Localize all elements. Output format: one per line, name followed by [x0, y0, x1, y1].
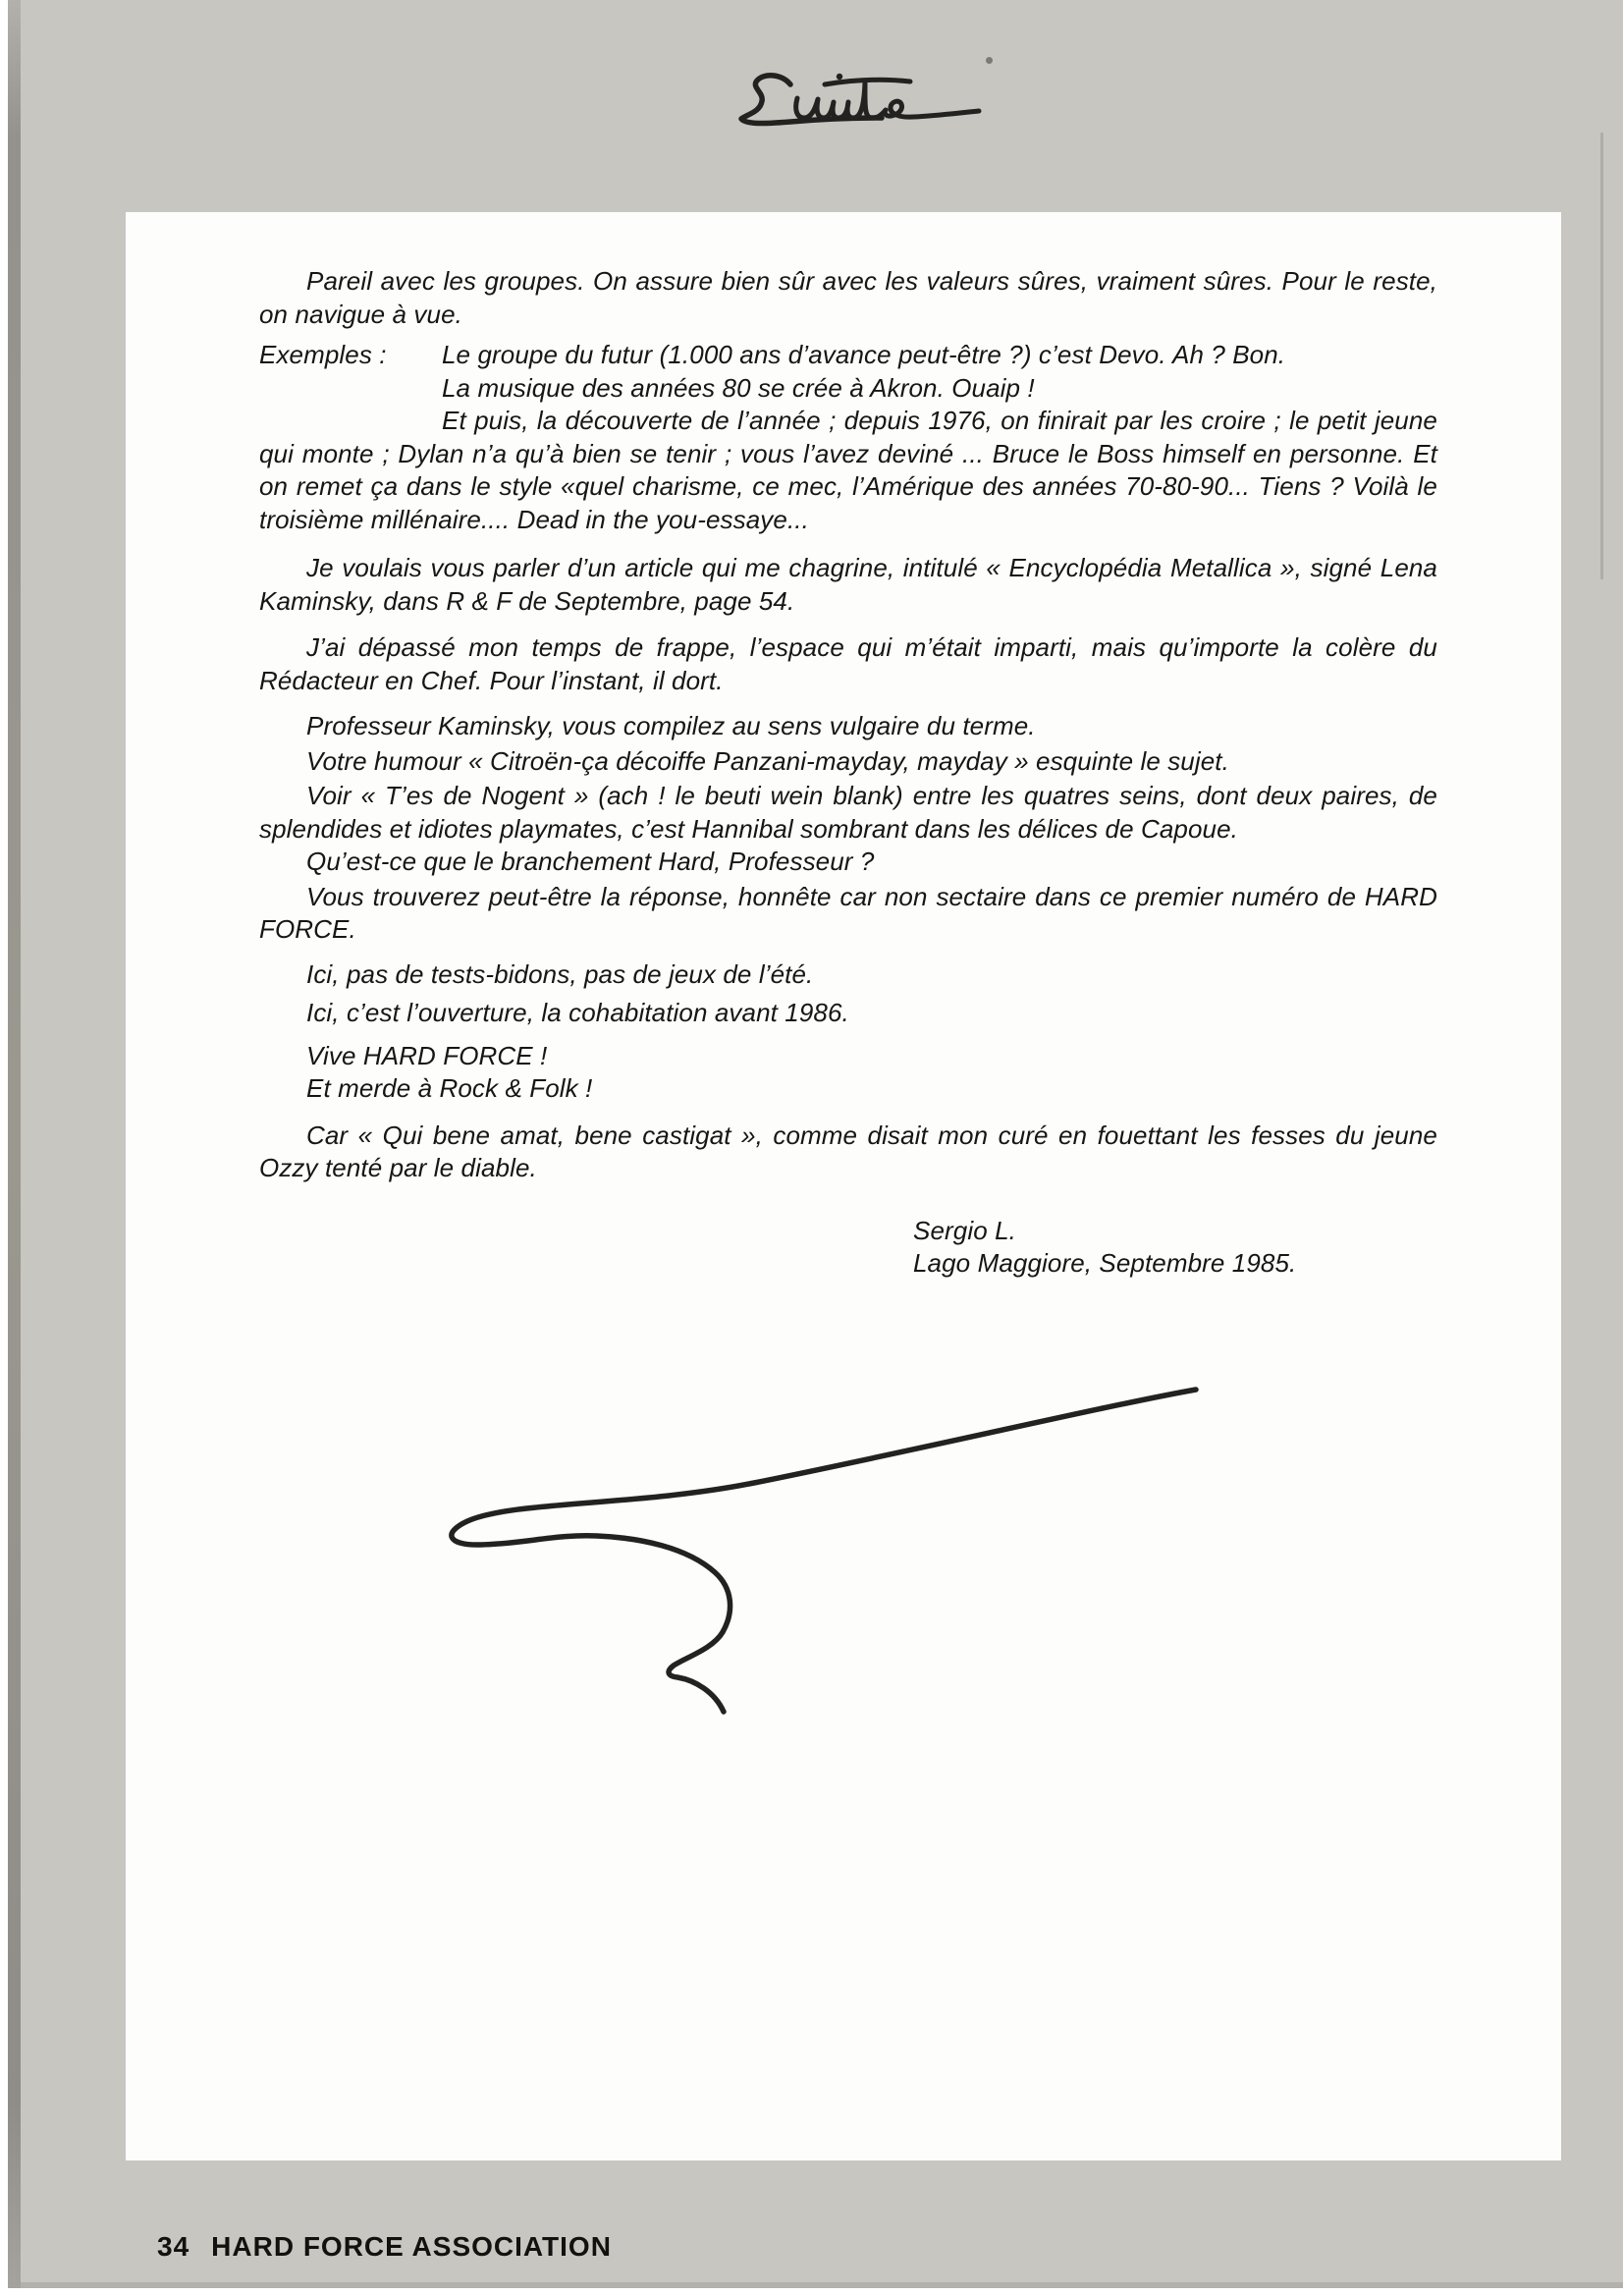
paragraph-decouverte: Et puis, la découverte de l’année ; depuis 1976, on finirait par les croire ; le petit jeune qui monte ; Dylan n’a qu’à bien se tenir ; vous l’avez deviné ... Bruce le Boss himself en personne. Et on remet ça dans le style «quel charisme, ce mec, l’Amérique des années 70-80-90... Tiens ? Voilà le troisième millénaire.... Dead in the you-essaye...	[259, 406, 1437, 534]
exemples-block	[259, 339, 1437, 405]
page-number: 34	[157, 2231, 190, 2262]
paragraph-branchement-hard: Qu’est-ce que le branchement Hard, Professeur ?	[306, 847, 875, 876]
exemple-line-akron: La musique des années 80 se crée à Akron. Ouaip !	[442, 372, 1035, 403]
paragraph-temps-de-frappe: J’ai dépassé mon temps de frappe, l’espace qui m’était imparti, mais qu’importe la colère du Rédacteur en Chef. Pour l’instant, il dort.	[259, 632, 1437, 695]
paragraph-tes-de-nogent: Voir « T’es de Nogent » (ach ! le beuti wein blank) entre les quatres seins, dont deux paires, de splendides et idiotes playmates, c’est Hannibal sombrant dans les délices de Capoue.	[259, 781, 1437, 844]
paragraph-groupes: Pareil avec les groupes. On assure bien sûr avec les valeurs sûres, vraiment sûres. Pour le reste, on navigue à vue.	[259, 266, 1437, 329]
paragraph-tests-bidons: Ici, pas de tests-bidons, pas de jeux de l’été.	[306, 958, 814, 989]
suite-stroke-tbar	[825, 80, 910, 84]
scan-speck	[986, 57, 993, 64]
exemples-label: Exemples :	[259, 340, 387, 369]
signature-stroke	[452, 1390, 1196, 1712]
paragraph-qui-bene-amat: Car « Qui bene amat, bene castigat », comme disait mon curé en fouettant les fesses du jeune Ozzy tenté par le diable.	[259, 1120, 1437, 1182]
article-body	[259, 265, 1437, 1281]
merde-rock-folk-line: Et merde à Rock & Folk !	[306, 1073, 593, 1103]
signoff-place-date: Lago Maggiore, Septembre 1985.	[913, 1248, 1297, 1278]
footer	[157, 2231, 612, 2263]
suite-handwriting	[736, 69, 984, 134]
exemple-line-devo: Le groupe du futur (1.000 ans d’avance peut-être ?) c’est Devo. Ah ? Bon.	[442, 340, 1286, 369]
article-page	[126, 212, 1561, 2160]
exemples-content	[442, 339, 1437, 405]
scan-left-edge-shadow	[8, 0, 21, 2288]
signature-scribble	[420, 1371, 1225, 1734]
suite-i-dot	[837, 74, 842, 80]
vive-hard-force-line: Vive HARD FORCE !	[306, 1040, 548, 1070]
paragraph-professeur-kaminsky: Professeur Kaminsky, vous compilez au sens vulgaire du terme.	[306, 711, 1036, 740]
signoff-block	[913, 1215, 1437, 1281]
paragraph-vous-trouverez: Vous trouverez peut-être la réponse, honnête car non sectaire dans ce premier numéro de HARD FORCE.	[259, 881, 1437, 944]
paragraph-ouverture: Ici, c’est l’ouverture, la cohabitation avant 1986.	[306, 998, 849, 1027]
paragraph-article-chagrine: Je voulais vous parler d’un article qui me chagrine, intitulé « Encyclopédia Metallica », signé Lena Kaminsky, dans R & F de Septembre, page 54.	[259, 553, 1437, 616]
suite-stroke-uite	[796, 82, 979, 118]
paragraph-votre-humour: Votre humour « Citroën-ça décoiffe Panzani-mayday, mayday » esquinte le sujet.	[306, 745, 1229, 776]
signoff-name: Sergio L.	[913, 1215, 1016, 1245]
scan-scratch-artifact	[1600, 133, 1603, 579]
magazine-title: HARD FORCE ASSOCIATION	[211, 2231, 612, 2262]
vive-block	[259, 1040, 1437, 1106]
